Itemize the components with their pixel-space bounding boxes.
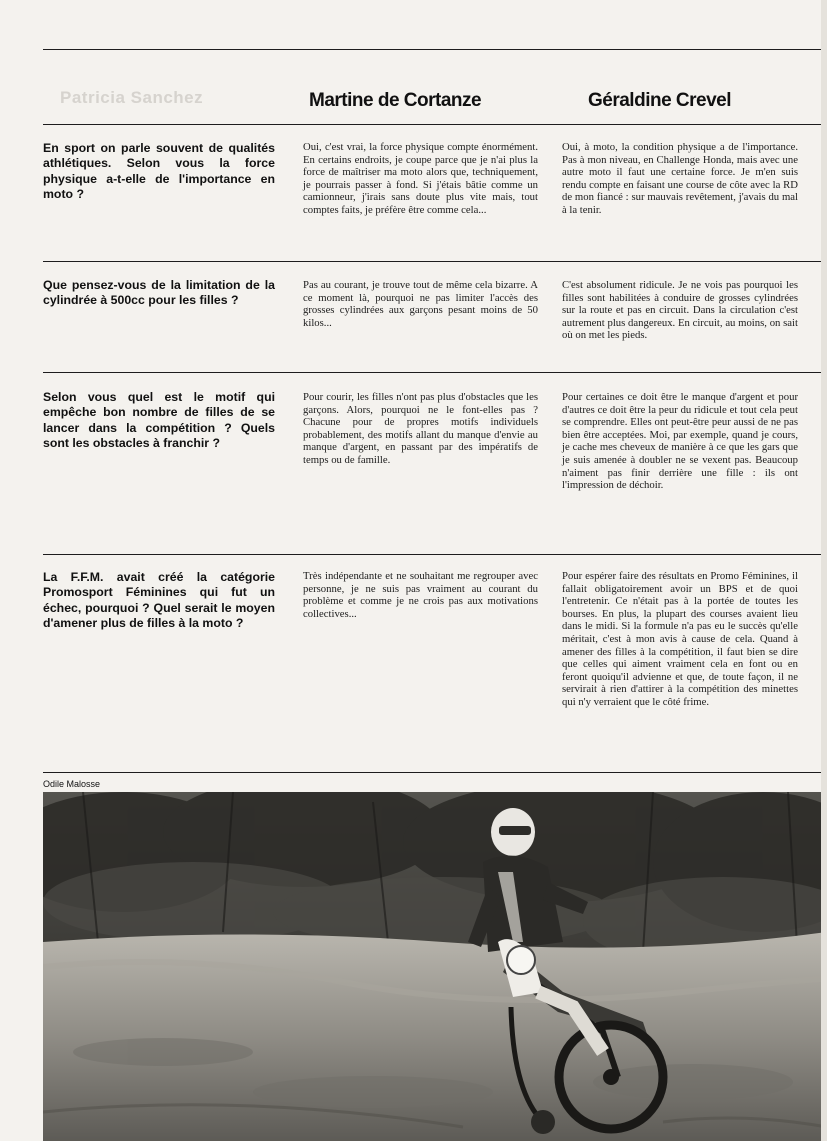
- answer-4-geraldine: Pour espérer faire des résultats en Promo Féminines, il fallait obligatoirement avoir un BPS et de quoi l'entretenir. Ce n'était pas à la portée de toutes les bourses. En plus, la plupart des courses avaient lieu dans le midi. Si la formule n'a pas eu le succès qu'elle méritait, c'est à mon avis à cause de cela. Quand à amener des filles à la compétition, il faut bien se dire que celles qui aiment vraiment cela en font ou en feront quoiqu'il advienne et que, de toute façon, il ne servirait à rien d'attirer à la compétition des minettes qui n'y verraient que le côté frime.: [562, 570, 798, 708]
- row-rule-1: [43, 261, 827, 262]
- interviewee-name-2: Géraldine Crevel: [588, 90, 732, 111]
- top-rule: [43, 49, 827, 50]
- answer-4-martine: Très indépendante et ne souhaitant me regrouper avec personne, je ne suis pas vraiment au courant du problème et comme je ne crois pas aux motivations collectives...: [303, 570, 538, 620]
- question-4: La F.F.M. avait créé la catégorie Promosport Féminines qui fut un échec, pourquoi ? Quel serait le moyen d'amener plus de filles à la moto ?: [43, 570, 275, 630]
- answer-3-geraldine: Pour certaines ce doit être le manque d'argent et pour d'autres ce doit être la peur du ridicule et tout cela peut se comprendre. Elles ont peut-être peur aussi de ne pas bien être acceptées. Moi, par exemple, quand je cours, je cache mes cheveux de manière à ce que les gars que je suis amenée à doubler ne se vexent pas. Beaucoup n'aiment pas finir derrière une fille : ils ont l'impression de déchoir.: [562, 391, 798, 492]
- answer-1-martine: Oui, c'est vrai, la force physique compte énormément. En certains endroits, je coupe parce que je n'ai plus la force de maîtriser ma moto alors que, techniquement, je pourrais passer à fond. Si j'étais bâtie comme un camionneur, j'irais sans doute plus vite mais, tout comptes faits, je préfère être comme cela...: [303, 141, 538, 216]
- interviewee-name-1: Martine de Cortanze: [309, 90, 482, 111]
- row-rule-3: [43, 554, 827, 555]
- question-2: Que pensez-vous de la limitation de la cylindrée à 500cc pour les filles ?: [43, 278, 275, 308]
- row-rule-2: [43, 372, 827, 373]
- answer-3-martine: Pour courir, les filles n'ont pas plus d'obstacles que les garçons. Alors, pourquoi ne le font-elles pas ? Chacune pour de propres motifs individuels probablement, des motifs allant du manque d'envie au manque d'argent, en passant par des impératifs de temps ou de famille.: [303, 391, 538, 466]
- bottom-rule: [43, 772, 827, 773]
- question-3: Selon vous quel est le motif qui empêche bon nombre de filles de se lancer dans la compétition ? Quels sont les obstacles à franchir ?: [43, 390, 275, 450]
- rider-illustration: [43, 792, 827, 1141]
- answer-1-geraldine: Oui, à moto, la condition physique a de l'importance. Pas à mon niveau, en Challenge Honda, mais avec une autre moto il faut une certaine force. Je m'en suis rendu compte en faisant une course de côte avec la RD de mon fiancé : sur mauvais revêtement, j'avais du mal à la tenir.: [562, 141, 798, 216]
- page-edge: [821, 0, 827, 1141]
- motocross-photo: [43, 792, 827, 1141]
- show-through-name-left: Patricia Sanchez: [60, 88, 204, 107]
- header-rule: [43, 124, 827, 125]
- answer-2-geraldine: C'est absolument ridicule. Je ne vois pas pourquoi les filles sont habilitées à conduire de grosses cylindrées sur la route et pas en circuit. Dans la circulation c'est autrement plus dangereux. En circuit, au moins, on sait où on met les pieds.: [562, 279, 798, 342]
- answer-2-martine: Pas au courant, je trouve tout de même cela bizarre. A ce moment là, pourquoi ne pas limiter l'accès des grosses cylindrées aux garçons pesant moins de 50 kilos...: [303, 279, 538, 329]
- question-1: En sport on parle souvent de qualités athlétiques. Selon vous la force physique a-t-elle de l'importance en moto ?: [43, 141, 275, 201]
- photo-caption: Odile Malosse: [43, 779, 101, 789]
